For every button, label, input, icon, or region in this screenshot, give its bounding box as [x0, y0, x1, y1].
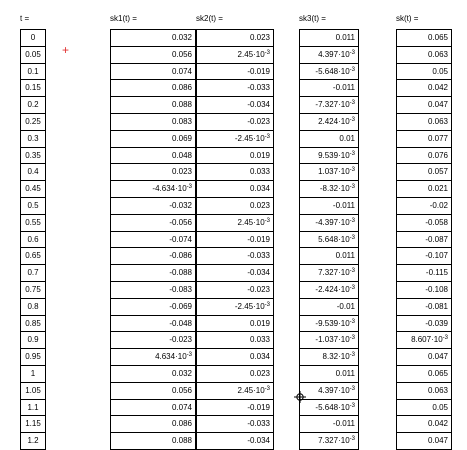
sk1-cell[interactable]: 0.048 [111, 148, 195, 165]
t-cell[interactable]: 0.9 [21, 332, 45, 349]
t-cell[interactable]: 1.2 [21, 433, 45, 450]
sk-cell[interactable]: 0.021 [397, 181, 451, 198]
sk1-cell[interactable]: 0.032 [111, 366, 195, 383]
sk2-cell[interactable]: $-2.45\cdot 10^{-3}$ [197, 299, 273, 316]
t-cell[interactable]: 1 [21, 366, 45, 383]
t-cell[interactable]: 0.55 [21, 215, 45, 232]
sk3-cell[interactable]: 0.011 [300, 366, 358, 383]
t-cell[interactable]: 0.4 [21, 164, 45, 181]
t-cell[interactable]: 0.65 [21, 248, 45, 265]
sk-cell[interactable]: -0.107 [397, 248, 451, 265]
t-cell[interactable]: 0.15 [21, 80, 45, 97]
sk-cell[interactable]: 0.05 [397, 400, 451, 417]
sk2-cell[interactable]: -0.033 [197, 248, 273, 265]
header-sk2: sk2(t) = [196, 14, 223, 23]
sk2-cell[interactable]: 0.023 [197, 30, 273, 47]
sk3-cell[interactable]: $-1.037\cdot 10^{-3}$ [300, 332, 358, 349]
sk1-cell[interactable]: 0.069 [111, 131, 195, 148]
sk2-cell[interactable]: -0.023 [197, 114, 273, 131]
sk-cell[interactable]: -0.115 [397, 265, 451, 282]
table-sk3[interactable] [299, 29, 359, 450]
sk2-cell[interactable]: 0.033 [197, 164, 273, 181]
sk-cell[interactable]: 0.047 [397, 97, 451, 114]
t-cell[interactable]: 0.75 [21, 282, 45, 299]
sk3-cell[interactable]: $9.539\cdot 10^{-3}$ [300, 148, 358, 165]
sk1-cell[interactable]: -0.088 [111, 265, 195, 282]
sk3-cell[interactable]: -0.01 [300, 299, 358, 316]
sk-cell[interactable]: 0.05 [397, 64, 451, 81]
t-cell[interactable]: 0.5 [21, 198, 45, 215]
t-cell[interactable]: 0.85 [21, 316, 45, 333]
t-cell[interactable]: 0.6 [21, 232, 45, 249]
t-cell[interactable]: 1.05 [21, 383, 45, 400]
sk2-cell[interactable]: 0.033 [197, 332, 273, 349]
sk-cell[interactable]: 0.076 [397, 148, 451, 165]
sk2-cell[interactable]: 0.019 [197, 316, 273, 333]
sk3-cell[interactable]: -0.011 [300, 416, 358, 433]
sk1-cell[interactable]: -0.069 [111, 299, 195, 316]
sk3-cell[interactable]: $4.397\cdot 10^{-3}$ [300, 47, 358, 64]
sk1-cell[interactable]: 0.023 [111, 164, 195, 181]
sk-cell[interactable]: -0.087 [397, 232, 451, 249]
sk-cell[interactable]: 0.065 [397, 366, 451, 383]
sk2-cell[interactable]: 0.034 [197, 181, 273, 198]
sk3-cell[interactable]: $7.327\cdot 10^{-3}$ [300, 433, 358, 450]
sk2-cell[interactable]: $2.45\cdot 10^{-3}$ [197, 383, 273, 400]
header-sk3: sk3(t) = [299, 14, 326, 23]
sk1-cell[interactable]: 0.086 [111, 416, 195, 433]
sk-cell[interactable]: 0.063 [397, 114, 451, 131]
header-t: t = [20, 14, 30, 23]
sk-cell[interactable]: -0.081 [397, 299, 451, 316]
sk3-cell[interactable]: 0.01 [300, 131, 358, 148]
sk2-cell[interactable]: 0.034 [197, 349, 273, 366]
t-cell[interactable]: 1.1 [21, 400, 45, 417]
sk1-cell[interactable]: 0.032 [111, 30, 195, 47]
sk3-cell[interactable]: $-8.32\cdot 10^{-3}$ [300, 181, 358, 198]
sk3-cell[interactable]: -0.011 [300, 198, 358, 215]
sk2-cell[interactable]: -0.034 [197, 97, 273, 114]
sk1-cell[interactable]: $4.634\cdot 10^{-3}$ [111, 349, 195, 366]
t-cell[interactable]: 0.35 [21, 148, 45, 165]
sk3-cell[interactable]: $8.32\cdot 10^{-3}$ [300, 349, 358, 366]
sk-cell[interactable]: 0.077 [397, 131, 451, 148]
t-cell[interactable]: 0.3 [21, 131, 45, 148]
sk3-cell[interactable]: 0.011 [300, 248, 358, 265]
sk2-cell[interactable]: $2.45\cdot 10^{-3}$ [197, 215, 273, 232]
t-cell[interactable]: 0.1 [21, 64, 45, 81]
sk1-cell[interactable]: -0.086 [111, 248, 195, 265]
t-cell[interactable]: 0.2 [21, 97, 45, 114]
sk-cell[interactable]: 0.042 [397, 416, 451, 433]
sk3-cell[interactable]: $-4.397\cdot 10^{-3}$ [300, 215, 358, 232]
sk-cell[interactable]: 0.063 [397, 47, 451, 64]
sk2-cell[interactable]: -0.019 [197, 400, 273, 417]
t-cell[interactable]: 0.7 [21, 265, 45, 282]
sk3-cell[interactable]: $-7.327\cdot 10^{-3}$ [300, 97, 358, 114]
sk1-cell[interactable]: 0.083 [111, 114, 195, 131]
sk3-cell[interactable]: $7.327\cdot 10^{-3}$ [300, 265, 358, 282]
sk3-cell[interactable]: -0.011 [300, 80, 358, 97]
sk2-cell[interactable]: -0.019 [197, 64, 273, 81]
t-cell[interactable]: 0.25 [21, 114, 45, 131]
sk-cell[interactable]: -0.039 [397, 316, 451, 333]
sk2-cell[interactable]: 0.023 [197, 198, 273, 215]
sk1-cell[interactable]: 0.074 [111, 400, 195, 417]
t-cell[interactable]: 1.15 [21, 416, 45, 433]
sk3-cell[interactable]: $2.424\cdot 10^{-3}$ [300, 114, 358, 131]
sk-cell[interactable]: 0.057 [397, 164, 451, 181]
sk1-cell[interactable]: 0.088 [111, 433, 195, 450]
sk1-cell[interactable]: 0.088 [111, 97, 195, 114]
sk2-cell[interactable]: -0.034 [197, 433, 273, 450]
table-t[interactable] [20, 29, 46, 450]
plus-cursor-icon: + [62, 43, 70, 57]
sk3-cell[interactable]: $-2.424\cdot 10^{-3}$ [300, 282, 358, 299]
crosshair-cursor-icon [294, 391, 306, 403]
sk1-cell[interactable]: -0.083 [111, 282, 195, 299]
sk1-cell[interactable]: -0.023 [111, 332, 195, 349]
table-sk2[interactable] [196, 29, 274, 450]
sk3-cell[interactable]: $1.037\cdot 10^{-3}$ [300, 164, 358, 181]
sk2-cell[interactable]: -0.034 [197, 265, 273, 282]
sk1-cell[interactable]: $-4.634\cdot 10^{-3}$ [111, 181, 195, 198]
sk2-cell[interactable]: -0.033 [197, 80, 273, 97]
sk3-cell[interactable]: $5.648\cdot 10^{-3}$ [300, 232, 358, 249]
sk2-cell[interactable]: 0.023 [197, 366, 273, 383]
table-sk1[interactable] [110, 29, 196, 450]
sk1-cell[interactable]: -0.056 [111, 215, 195, 232]
t-cell[interactable]: 0.95 [21, 349, 45, 366]
sk3-cell[interactable]: $-9.539\cdot 10^{-3}$ [300, 316, 358, 333]
sk3-cell[interactable]: 0.011 [300, 30, 358, 47]
sk1-cell[interactable]: 0.074 [111, 64, 195, 81]
sk3-cell[interactable]: $-5.648\cdot 10^{-3}$ [300, 64, 358, 81]
t-cell[interactable]: 0.05 [21, 47, 45, 64]
sk-cell[interactable]: 0.063 [397, 383, 451, 400]
sk1-cell[interactable]: 0.056 [111, 383, 195, 400]
t-cell[interactable]: 0.8 [21, 299, 45, 316]
header-sk1: sk1(t) = [110, 14, 137, 23]
table-sk[interactable] [396, 29, 452, 450]
sk-cell[interactable]: -0.02 [397, 198, 451, 215]
t-cell[interactable]: 0.45 [21, 181, 45, 198]
sk-cell[interactable]: -0.108 [397, 282, 451, 299]
sk1-cell[interactable]: 0.086 [111, 80, 195, 97]
sk1-cell[interactable]: -0.074 [111, 232, 195, 249]
sk-cell[interactable]: $8.607\cdot 10^{-3}$ [397, 332, 451, 349]
sk2-cell[interactable]: -0.033 [197, 416, 273, 433]
sk-cell[interactable]: 0.065 [397, 30, 451, 47]
sk2-cell[interactable]: 0.019 [197, 148, 273, 165]
t-cell[interactable]: 0 [21, 30, 45, 47]
sk1-cell[interactable]: -0.032 [111, 198, 195, 215]
sk1-cell[interactable]: 0.056 [111, 47, 195, 64]
sk2-cell[interactable]: $2.45\cdot 10^{-3}$ [197, 47, 273, 64]
sk2-cell[interactable]: $-2.45\cdot 10^{-3}$ [197, 131, 273, 148]
sk-cell[interactable]: 0.047 [397, 433, 451, 450]
sk1-cell[interactable]: -0.048 [111, 316, 195, 333]
sk-cell[interactable]: 0.042 [397, 80, 451, 97]
sk2-cell[interactable]: -0.019 [197, 232, 273, 249]
header-sk: sk(t) = [396, 14, 419, 23]
sk2-cell[interactable]: -0.023 [197, 282, 273, 299]
sk3-cell[interactable]: $-5.648\cdot 10^{-3}$ [300, 400, 358, 417]
sk-cell[interactable]: -0.058 [397, 215, 451, 232]
sk-cell[interactable]: 0.047 [397, 349, 451, 366]
sk3-cell[interactable]: $4.397\cdot 10^{-3}$ [300, 383, 358, 400]
